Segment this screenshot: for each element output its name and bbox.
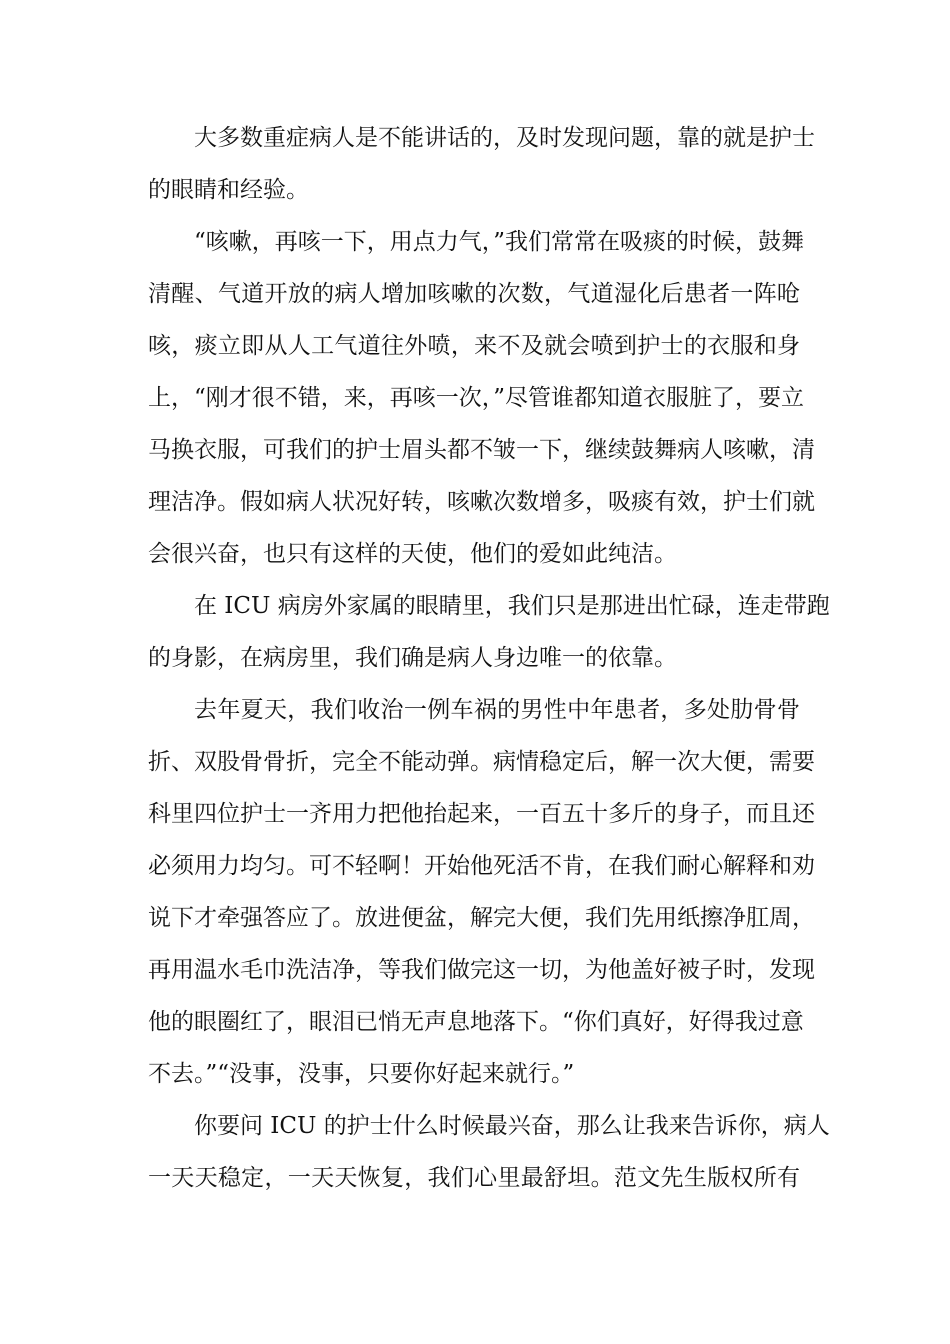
text-line: 你要问 ICU 的护士什么时候最兴奋，那么让我来告诉你，病人: [194, 1113, 830, 1139]
text-line: 在 ICU 病房外家属的眼睛里，我们只是那进出忙碌，连走带跑: [194, 593, 830, 619]
text-line: 一天天稳定，一天天恢复，我们心里最舒坦。范文先生版权所有: [148, 1165, 800, 1191]
text-line: 理洁净。假如病人状况好转，咳嗽次数增多，吸痰有效，护士们就: [148, 489, 815, 515]
text-line: 再用温水毛巾洗洁净，等我们做完这一切，为他盖好被子时，发现: [148, 957, 815, 983]
text-line: “咳嗽，再咳一下，用点力气，”我们常常在吸痰的时候，鼓舞: [194, 229, 805, 255]
text-line: 上，“刚才很不错，来，再咳一次，”尽管谁都知道衣服脏了，要立: [148, 385, 805, 411]
text-line: 折、双股骨骨折，完全不能动弹。病情稳定后，解一次大便，需要: [148, 749, 815, 775]
text-line: 会很兴奋，也只有这样的天使，他们的爱如此纯洁。: [148, 541, 677, 567]
text-line: 清醒、气道开放的病人增加咳嗽的次数，气道湿化后患者一阵呛: [148, 281, 800, 307]
text-line: 必须用力均匀。可不轻啊！开始他死活不肯，在我们耐心解释和劝: [148, 853, 815, 879]
text-line: 去年夏天，我们收治一例车祸的男性中年患者，多处肋骨骨: [194, 697, 800, 723]
text-line: 他的眼圈红了，眼泪已悄无声息地落下。“你们真好，好得我过意: [148, 1009, 804, 1035]
text-line: 的身影，在病房里，我们确是病人身边唯一的依靠。: [148, 645, 677, 671]
text-line: 的眼睛和经验。: [148, 177, 309, 203]
text-line: 咳，痰立即从人工气道往外喷，来不及就会喷到护士的衣服和身: [148, 333, 800, 359]
text-line: 大多数重症病人是不能讲话的，及时发现问题，靠的就是护士: [194, 125, 815, 151]
text-line: 说下才牵强答应了。放进便盆，解完大便，我们先用纸擦净肛周，: [148, 905, 815, 931]
text-line: 科里四位护士一齐用力把他抬起来，一百五十多斤的身子，而且还: [148, 801, 815, 827]
text-line: 马换衣服，可我们的护士眉头都不皱一下，继续鼓舞病人咳嗽，清: [148, 437, 815, 463]
text-line: 不去。”“没事，没事，只要你好起来就行。”: [148, 1061, 575, 1087]
